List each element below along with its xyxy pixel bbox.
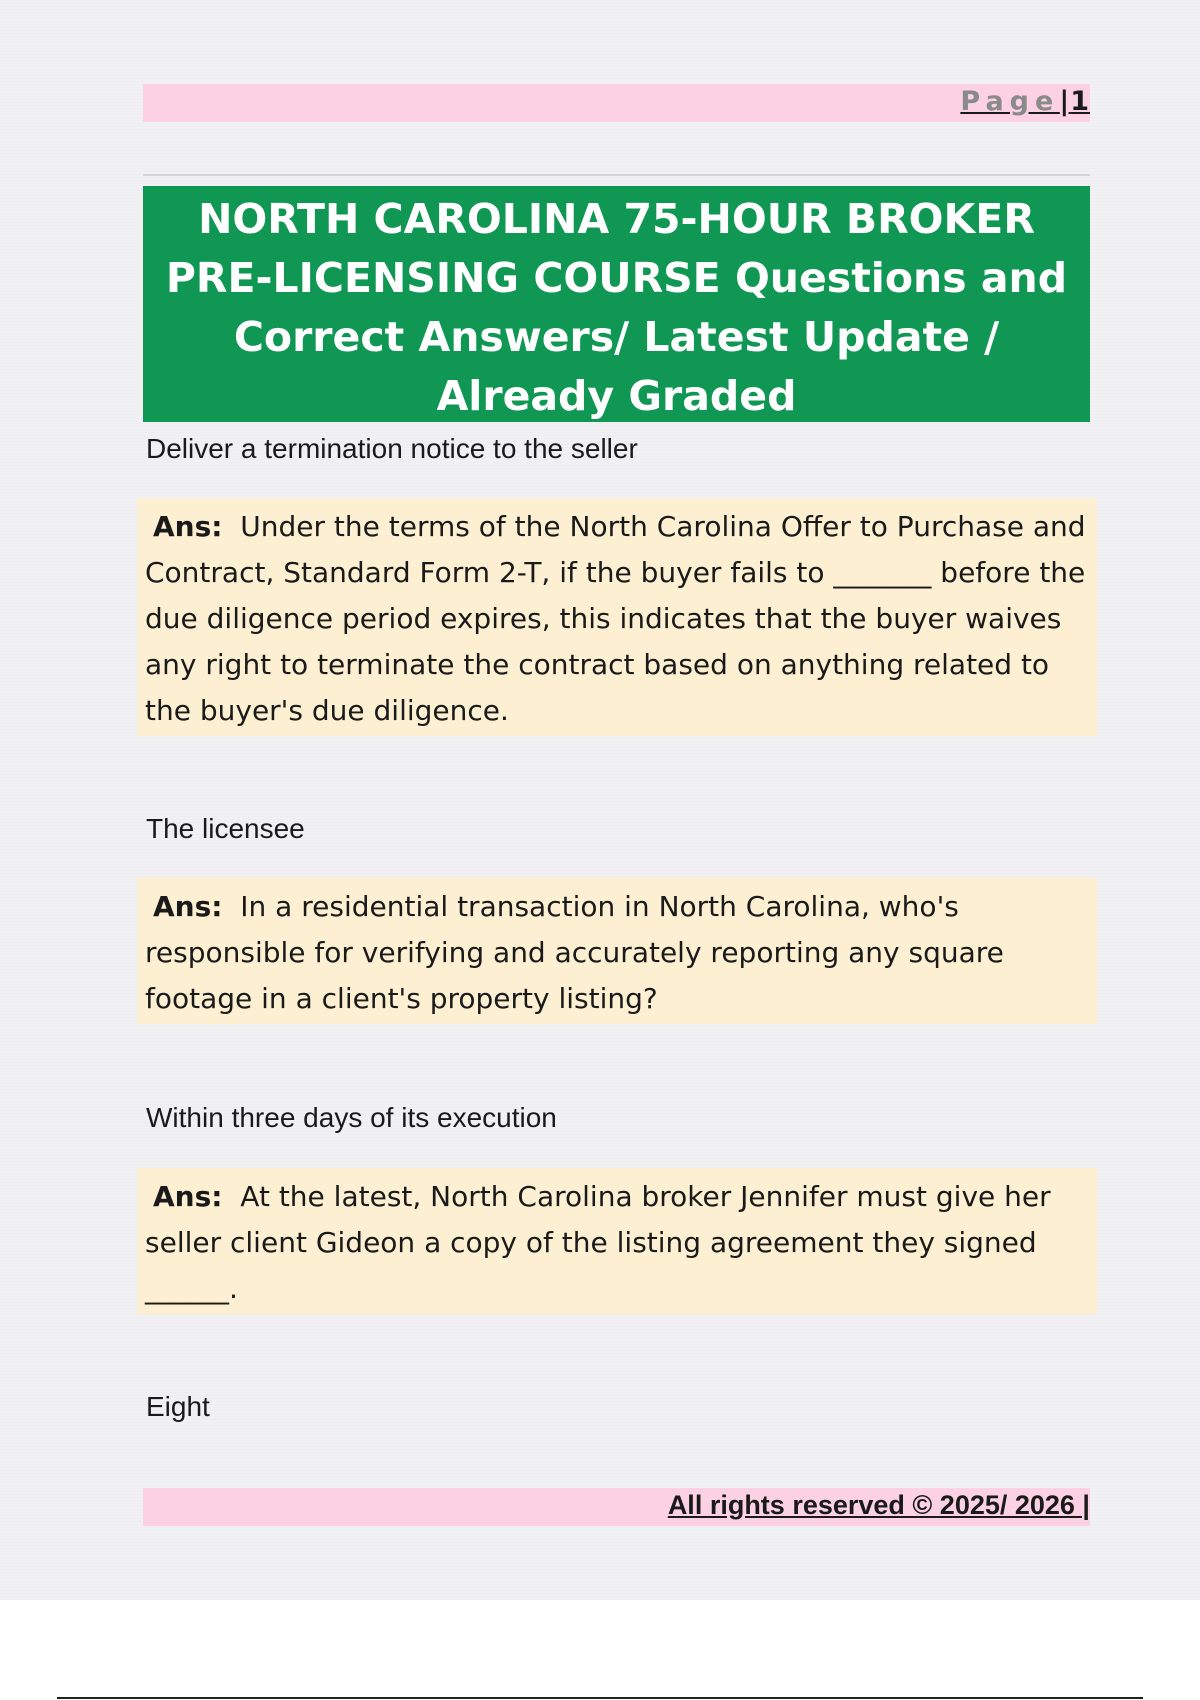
answer-label: Ans:: [153, 510, 223, 543]
answer-text: In a residential transaction in North Carolina, who's responsible for verifying and accurately reporting any square footage in a client's property listing?: [145, 890, 1004, 1015]
question-text: Eight: [146, 1391, 210, 1422]
page-bottom-rule: [57, 1697, 1143, 1699]
copyright-notice: All rights reserved © 2025/ 2026 |: [667, 1490, 1090, 1520]
page-number: 1: [1070, 86, 1090, 117]
question-text: Within three days of its execution: [146, 1102, 557, 1133]
answer-text: At the latest, North Carolina broker Jennifer must give her seller client Gideon a copy of the listing agreement they signed ______.: [145, 1180, 1051, 1305]
question-text: The licensee: [146, 813, 305, 844]
page-footer: [143, 1488, 1090, 1526]
answer-label: Ans:: [153, 1180, 223, 1213]
page-word: Page: [960, 86, 1060, 117]
answer-box: [137, 498, 1097, 736]
page-separator: |: [1059, 86, 1071, 117]
answer-label: Ans:: [153, 890, 223, 923]
answer-text: Under the terms of the North Carolina Offer to Purchase and Contract, Standard Form 2-T, if the buyer fails to _______ before the due diligence period expires, this indicates that the buyer waives any right to terminate the contract based on anything related to the buyer's due diligence.: [145, 510, 1086, 727]
answer-box: [137, 878, 1097, 1024]
header-divider: [143, 174, 1090, 176]
question-text: Deliver a termination notice to the seller: [146, 433, 638, 464]
document-title: NORTH CAROLINA 75-HOUR BROKER PRE-LICENSING COURSE Questions and Correct Answers/ Latest Update / Already Graded: [143, 186, 1090, 422]
page-number-label: [960, 86, 1090, 117]
answer-box: [137, 1168, 1097, 1314]
page-header: [143, 84, 1090, 122]
